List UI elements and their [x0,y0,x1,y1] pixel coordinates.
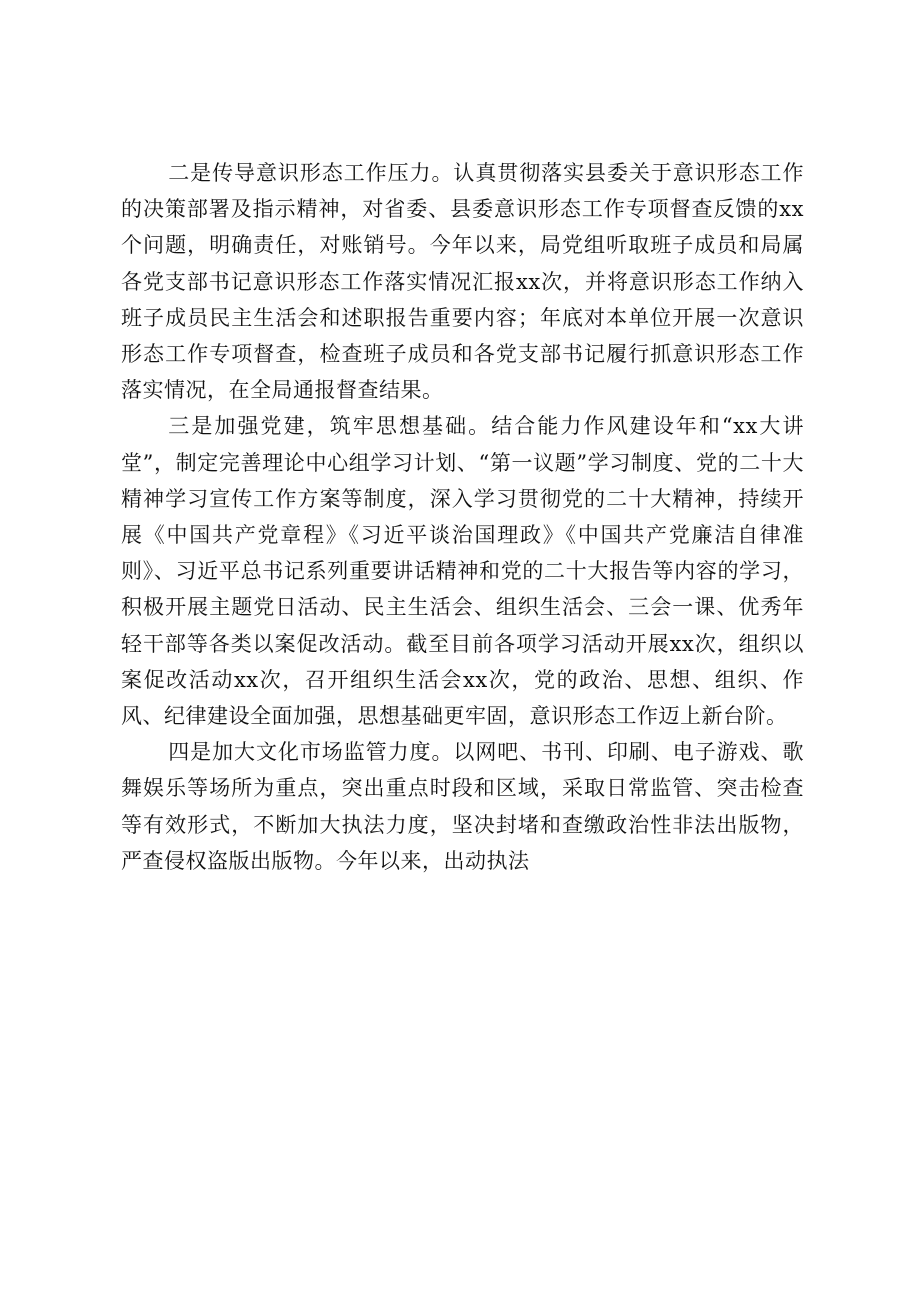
paragraph-culture-market: 四是加大文化市场监管力度。以网吧、书刊、印刷、电子游戏、歌舞娱乐等场所为重点，突出重点时段和区域，采取日常监管、突击检查等有效形式，不断加大执法力度，坚决封堵和查缴政治性非法出版物，严查侵权盗版出版物。今年以来，出动执法 [121,740,804,873]
paragraph-ideology-pressure: 二是传导意识形态工作压力。认真贯彻落实县委关于意识形态工作的决策部署及指示精神，对省委、县委意识形态工作专项督查反馈的xx个问题，明确责任，对账销号。今年以来，局党组听取班子成员和局属各党支部书记意识形态工作落实情况汇报xx次，并将意识形态工作纳入班子成员民主生活会和述职报告重要内容；年底对本单位开展一次意识形态工作专项督查，检查班子成员和各党支部书记履行抓意识形态工作落实情况，在全局通报督查结果。 [121,161,804,403]
document-body [121,155,804,879]
paragraph-party-building: 三是加强党建，筑牢思想基础。结合能力作风建设年和“xx大讲堂”，制定完善理论中心组学习计划、“第一议题”学习制度、党的二十大精神学习宣传工作方案等制度，深入学习贯彻党的二十大精神，持续开展《中国共产党章程》《习近平谈治国理政》《中国共产党廉洁自律准则》、习近平总书记系列重要讲话精神和党的二十大报告等内容的学习，积极开展主题党日活动、民主生活会、组织生活会、三会一课、优秀年轻干部等各类以案促改活动。截至目前各项学习活动开展xx次，组织以案促改活动xx次，召开组织生活会xx次，党的政治、思想、组织、作风、纪律建设全面加强，思想基础更牢固，意识形态工作迈上新台阶。 [121,414,804,729]
